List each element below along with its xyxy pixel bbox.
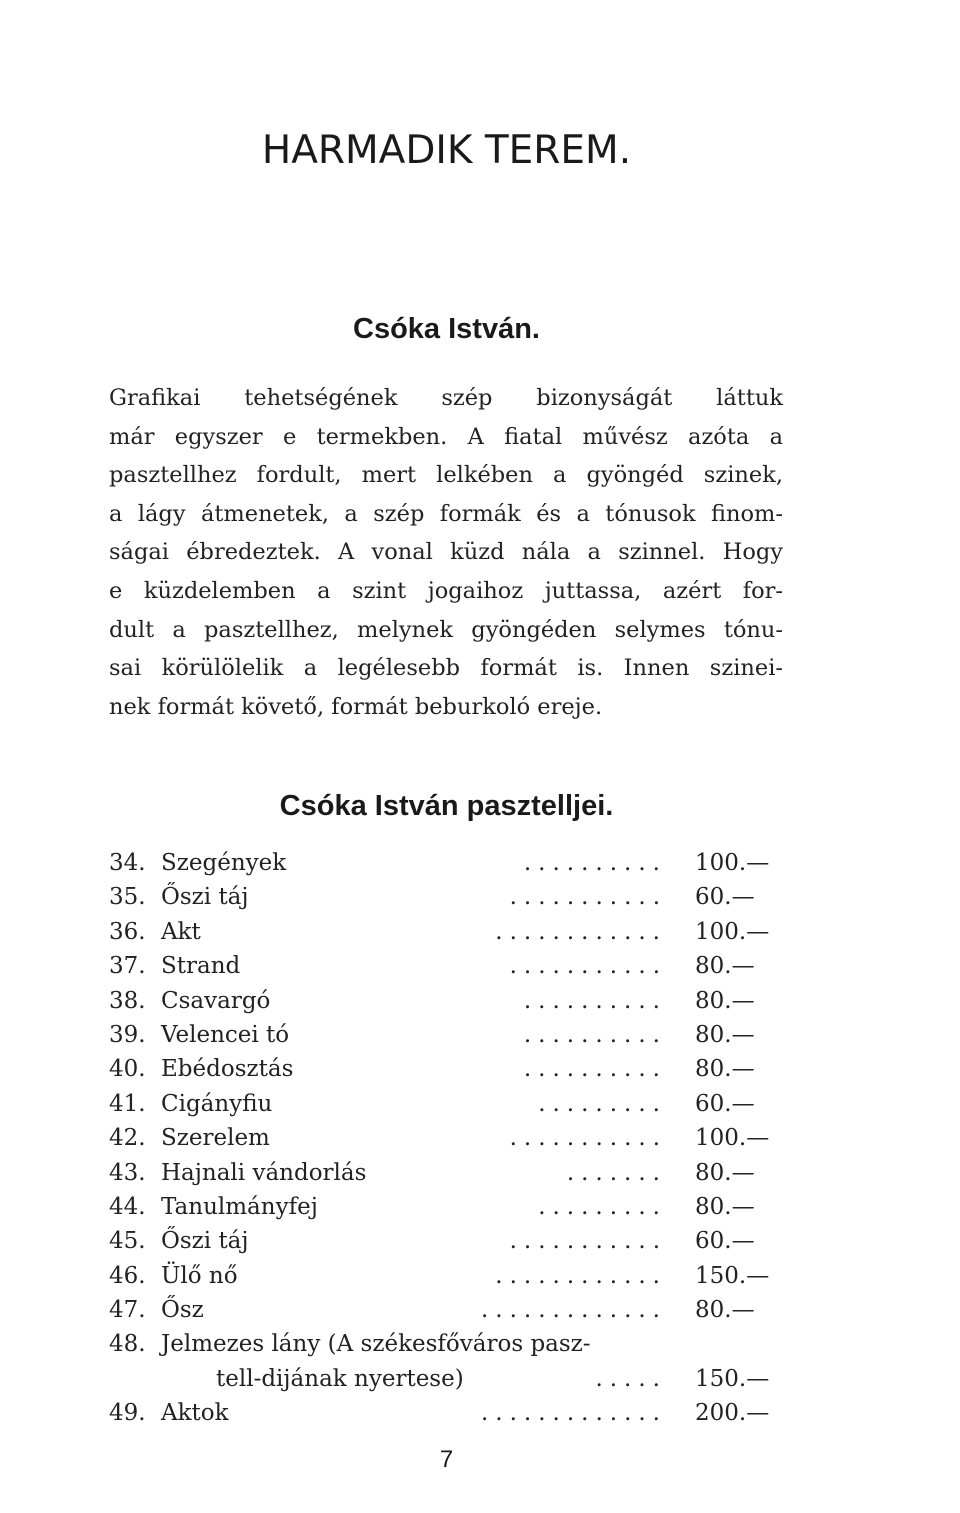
- intro-line: a lágy átmenetek, a szép formák és a tónusok finom-: [109, 500, 783, 527]
- entry-number: 38.: [109, 987, 146, 1014]
- entry-price: 150.—: [695, 1262, 770, 1289]
- leader-dots: .......: [566, 1159, 667, 1186]
- catalog-entry: [109, 1224, 785, 1258]
- entry-price: 100.—: [695, 918, 770, 945]
- entry-number: 39.: [109, 1021, 146, 1048]
- entry-number: 45.: [109, 1228, 146, 1255]
- list-heading: Csóka István pasztelljei.: [279, 790, 614, 822]
- catalog-entry: [109, 1156, 785, 1190]
- entry-number: 42.: [109, 1125, 146, 1152]
- catalog-entry: [109, 1087, 785, 1121]
- entry-title: Ősz: [161, 1297, 204, 1324]
- entry-title: Őszi táj: [161, 1228, 249, 1255]
- entry-price: 80.—: [695, 1159, 755, 1186]
- entry-title: Cigányfiu: [161, 1090, 273, 1117]
- page-number: 7: [439, 1446, 454, 1473]
- leader-dots: ...........: [509, 884, 667, 911]
- intro-line: e küzdelemben a szint jogaihoz juttassa, azért for-: [109, 577, 783, 604]
- intro-line: sai körülölelik a legélesebb formát is. Innen szinei-: [109, 655, 783, 682]
- artist-heading: Csóka István.: [353, 313, 540, 345]
- entry-title: Csavargó: [161, 987, 271, 1014]
- entry-title: Jelmezes lány (A székesfőváros pasz-: [161, 1331, 591, 1358]
- leader-dots: .........: [538, 1193, 667, 1220]
- leader-dots: ..........: [523, 987, 667, 1014]
- leader-dots: ............: [495, 1262, 667, 1289]
- entry-price: 80.—: [695, 1193, 755, 1220]
- catalog-entry: [109, 1018, 785, 1052]
- entry-title: Akt: [161, 918, 201, 945]
- catalog-entry: [109, 949, 785, 983]
- catalog-list: [109, 846, 785, 1431]
- entry-title: Ülő nő: [161, 1262, 238, 1289]
- entry-number: 41.: [109, 1090, 146, 1117]
- entry-number: 48.: [109, 1331, 146, 1358]
- leader-dots: .............: [480, 1400, 667, 1427]
- entry-title: Tanulmányfej: [161, 1193, 318, 1220]
- intro-line: Grafikai tehetségének szép bizonyságát láttuk: [109, 385, 783, 411]
- catalog-entry: [109, 915, 785, 949]
- entry-title: Hajnali vándorlás: [161, 1159, 367, 1186]
- leader-dots: .....: [595, 1365, 667, 1392]
- intro-paragraph: [109, 379, 783, 726]
- entry-price: 100.—: [695, 1125, 770, 1152]
- entry-title: Velencei tó: [161, 1021, 290, 1048]
- entry-number: 47.: [109, 1297, 146, 1324]
- entry-title: Aktok: [161, 1400, 229, 1427]
- catalog-entry: [109, 846, 785, 880]
- catalog-entry: [109, 1052, 785, 1086]
- catalog-entry: [109, 984, 785, 1018]
- entry-title: Strand: [161, 953, 241, 980]
- leader-dots: .........: [538, 1090, 667, 1117]
- entry-price: 60.—: [695, 1090, 755, 1117]
- catalog-entry-continuation: [109, 1362, 785, 1396]
- entry-number: 49.: [109, 1400, 146, 1427]
- entry-number: 40.: [109, 1056, 146, 1083]
- entry-price: 80.—: [695, 1056, 755, 1083]
- entry-price: 80.—: [695, 1021, 755, 1048]
- entry-number: 37.: [109, 953, 146, 980]
- intro-line: dult a pasztellhez, melynek gyöngéden selymes tónu-: [109, 616, 783, 643]
- entry-number: 46.: [109, 1262, 146, 1289]
- entry-title: Ebédosztás: [161, 1056, 294, 1083]
- intro-line: ságai ébredeztek. A vonal küzd nála a szinnel. Hogy: [109, 539, 783, 566]
- catalog-entry: [109, 1327, 785, 1361]
- entry-number: 44.: [109, 1193, 146, 1220]
- entry-price: 200.—: [695, 1400, 770, 1427]
- intro-line: pasztellhez fordult, mert lelkében a gyöngéd szinek,: [109, 462, 783, 489]
- entry-price: 60.—: [695, 884, 755, 911]
- entry-number: 43.: [109, 1159, 146, 1186]
- catalog-entry: [109, 880, 785, 914]
- catalog-entry: [109, 1259, 785, 1293]
- entry-title: Őszi táj: [161, 884, 249, 911]
- entry-price: 80.—: [695, 953, 755, 980]
- entry-number: 34.: [109, 850, 146, 876]
- leader-dots: ..........: [523, 1021, 667, 1048]
- catalog-entry: [109, 1190, 785, 1224]
- catalog-entry: [109, 1396, 785, 1430]
- room-title: HARMADIK TEREM.: [261, 128, 632, 173]
- entry-price: 60.—: [695, 1228, 755, 1255]
- intro-line: nek formát követő, formát beburkoló ereje.: [109, 693, 603, 720]
- leader-dots: .............: [480, 1297, 667, 1324]
- leader-dots: ..........: [523, 850, 667, 876]
- entry-title: Szerelem: [161, 1125, 270, 1152]
- leader-dots: ..........: [523, 1056, 667, 1083]
- entry-price: 100.—: [695, 850, 770, 876]
- entry-price: 80.—: [695, 987, 755, 1014]
- catalog-entry: [109, 1121, 785, 1155]
- leader-dots: ............: [495, 918, 667, 945]
- entry-number: 35.: [109, 884, 146, 911]
- entry-number: 36.: [109, 918, 146, 945]
- leader-dots: ...........: [509, 953, 667, 980]
- catalog-entry: [109, 1293, 785, 1327]
- leader-dots: ...........: [509, 1228, 667, 1255]
- leader-dots: ...........: [509, 1125, 667, 1152]
- entry-title: Szegények: [161, 850, 287, 876]
- entry-price: 150.—: [695, 1365, 770, 1392]
- entry-title: tell-dijának nyertese): [216, 1365, 464, 1392]
- entry-price: 80.—: [695, 1297, 755, 1324]
- intro-line: már egyszer e termekben. A fiatal művész azóta a: [109, 423, 783, 450]
